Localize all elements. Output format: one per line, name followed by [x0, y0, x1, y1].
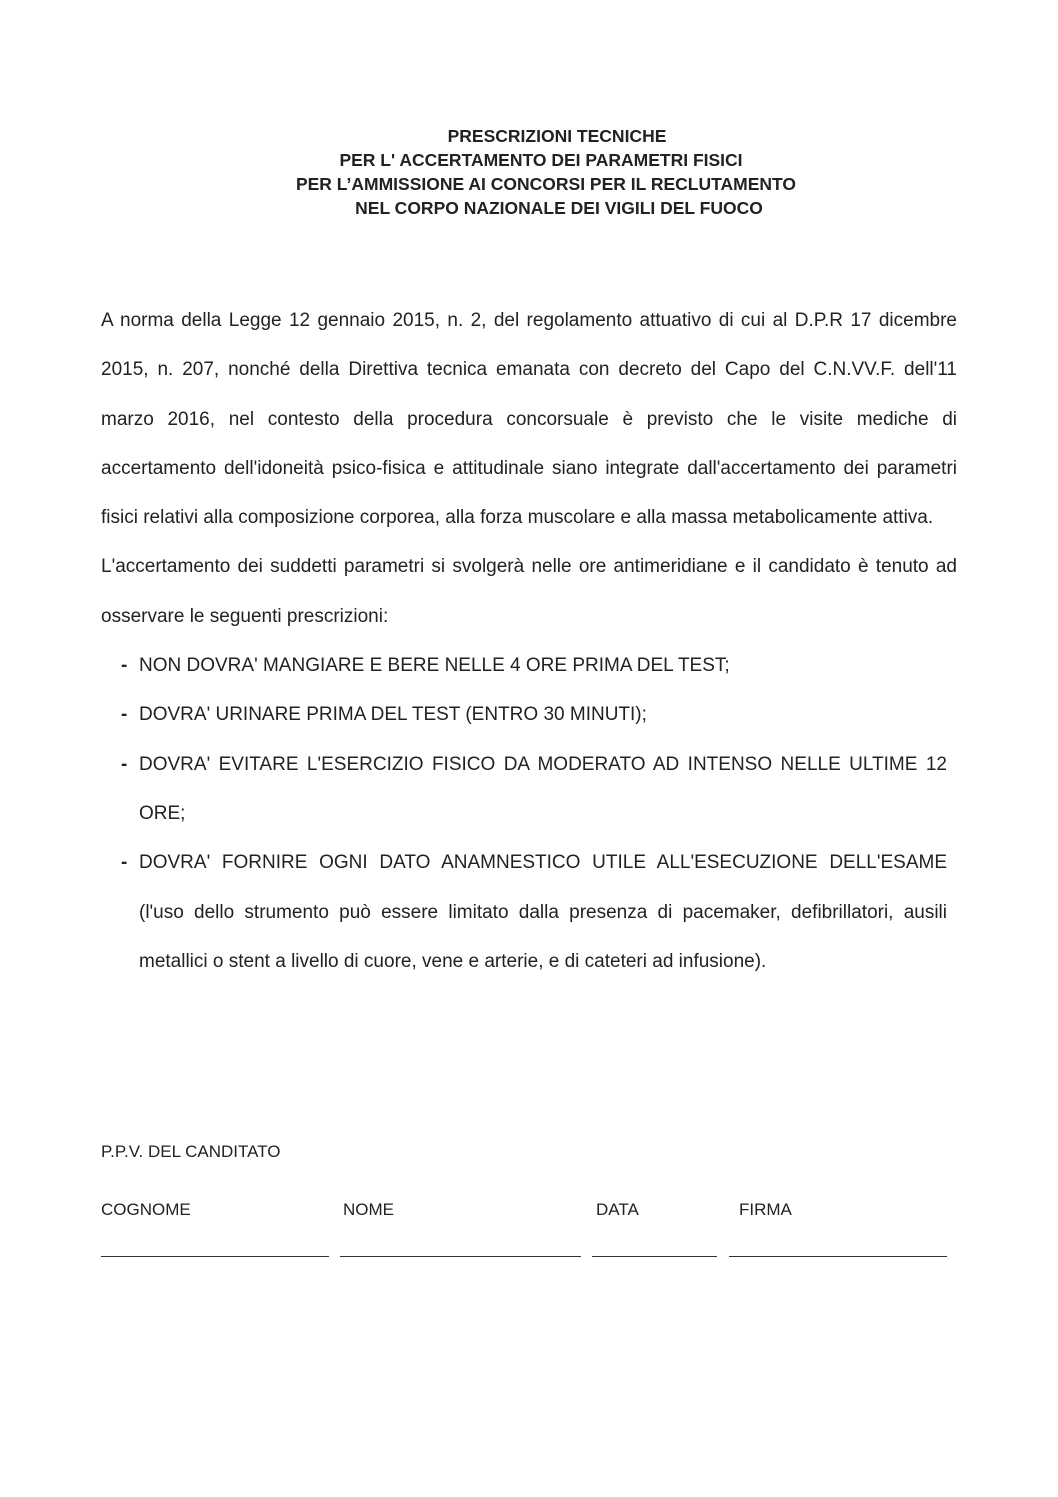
list-item-text: DOVRA' URINARE PRIMA DEL TEST (ENTRO 30 MINUTI);	[139, 704, 647, 726]
surname-line[interactable]	[101, 1256, 329, 1257]
signature-label: FIRMA	[739, 1200, 792, 1219]
document-title	[0, 124, 1058, 220]
signature-line[interactable]	[729, 1256, 947, 1257]
name-line[interactable]	[340, 1256, 581, 1257]
list-item	[101, 641, 957, 690]
date-label: DATA	[596, 1200, 639, 1219]
list-item-text: DOVRA' EVITARE L'ESERCIZIO FISICO DA MODERATO AD INTENSO NELLE ULTIME 12 ORE;	[139, 753, 947, 824]
signature-section	[101, 1142, 951, 1262]
prescriptions-list	[101, 641, 957, 986]
title-line-1: PRESCRIZIONI TECNICHE	[447, 126, 667, 146]
list-item-text: DOVRA' FORNIRE OGNI DATO ANAMNESTICO UTILE ALL'ESECUZIONE DELL'ESAME (l'uso dello strumento può essere limitato dalla presenza di pacemaker, defibrillatori, ausili metallici o stent a livello di cuore, vene e arterie, e di cateteri ad infusione).	[139, 852, 947, 972]
date-line[interactable]	[592, 1256, 717, 1257]
instructions-paragraph: L'accertamento dei suddetti parametri si svolgerà nelle ore antimeridiane e il candidato è tenuto ad osservare le seguenti prescrizioni:	[101, 556, 957, 627]
signature-heading: P.P.V. DEL CANDITATO	[101, 1142, 281, 1161]
title-line-2: PER L' ACCERTAMENTO DEI PARAMETRI FISICI	[339, 150, 743, 170]
surname-label: COGNOME	[101, 1200, 191, 1219]
list-item-text: NON DOVRA' MANGIARE E BERE NELLE 4 ORE PRIMA DEL TEST;	[139, 655, 730, 677]
bullet-dash: -	[121, 852, 128, 874]
title-line-4: NEL CORPO NAZIONALE DEI VIGILI DEL FUOCO	[355, 198, 763, 218]
signature-lines	[101, 1256, 951, 1262]
bullet-dash: -	[121, 704, 128, 726]
bullet-dash: -	[121, 655, 128, 677]
intro-paragraph: A norma della Legge 12 gennaio 2015, n. 2, del regolamento attuativo di cui al D.P.R 17 dicembre 2015, n. 207, nonché della Direttiva tecnica emanata con decreto del Capo del C.N.VV.F. dell'11 marzo 2016, nel contesto della procedura concorsuale è previsto che le visite mediche di accertamento dell'idoneità psico-fisica e attitudinale siano integrate dall'accertamento dei parametri fisici relativi alla composizione corporea, alla forza muscolare e alla massa metabolicamente attiva.	[101, 310, 957, 529]
list-item	[101, 740, 957, 839]
list-item	[101, 838, 957, 986]
list-item	[101, 690, 957, 739]
title-line-3: PER L’AMMISSIONE AI CONCORSI PER IL RECLUTAMENTO	[295, 174, 797, 194]
signature-labels	[101, 1200, 951, 1224]
document-body	[101, 296, 957, 986]
name-label: NOME	[343, 1200, 394, 1219]
bullet-dash: -	[121, 753, 128, 775]
